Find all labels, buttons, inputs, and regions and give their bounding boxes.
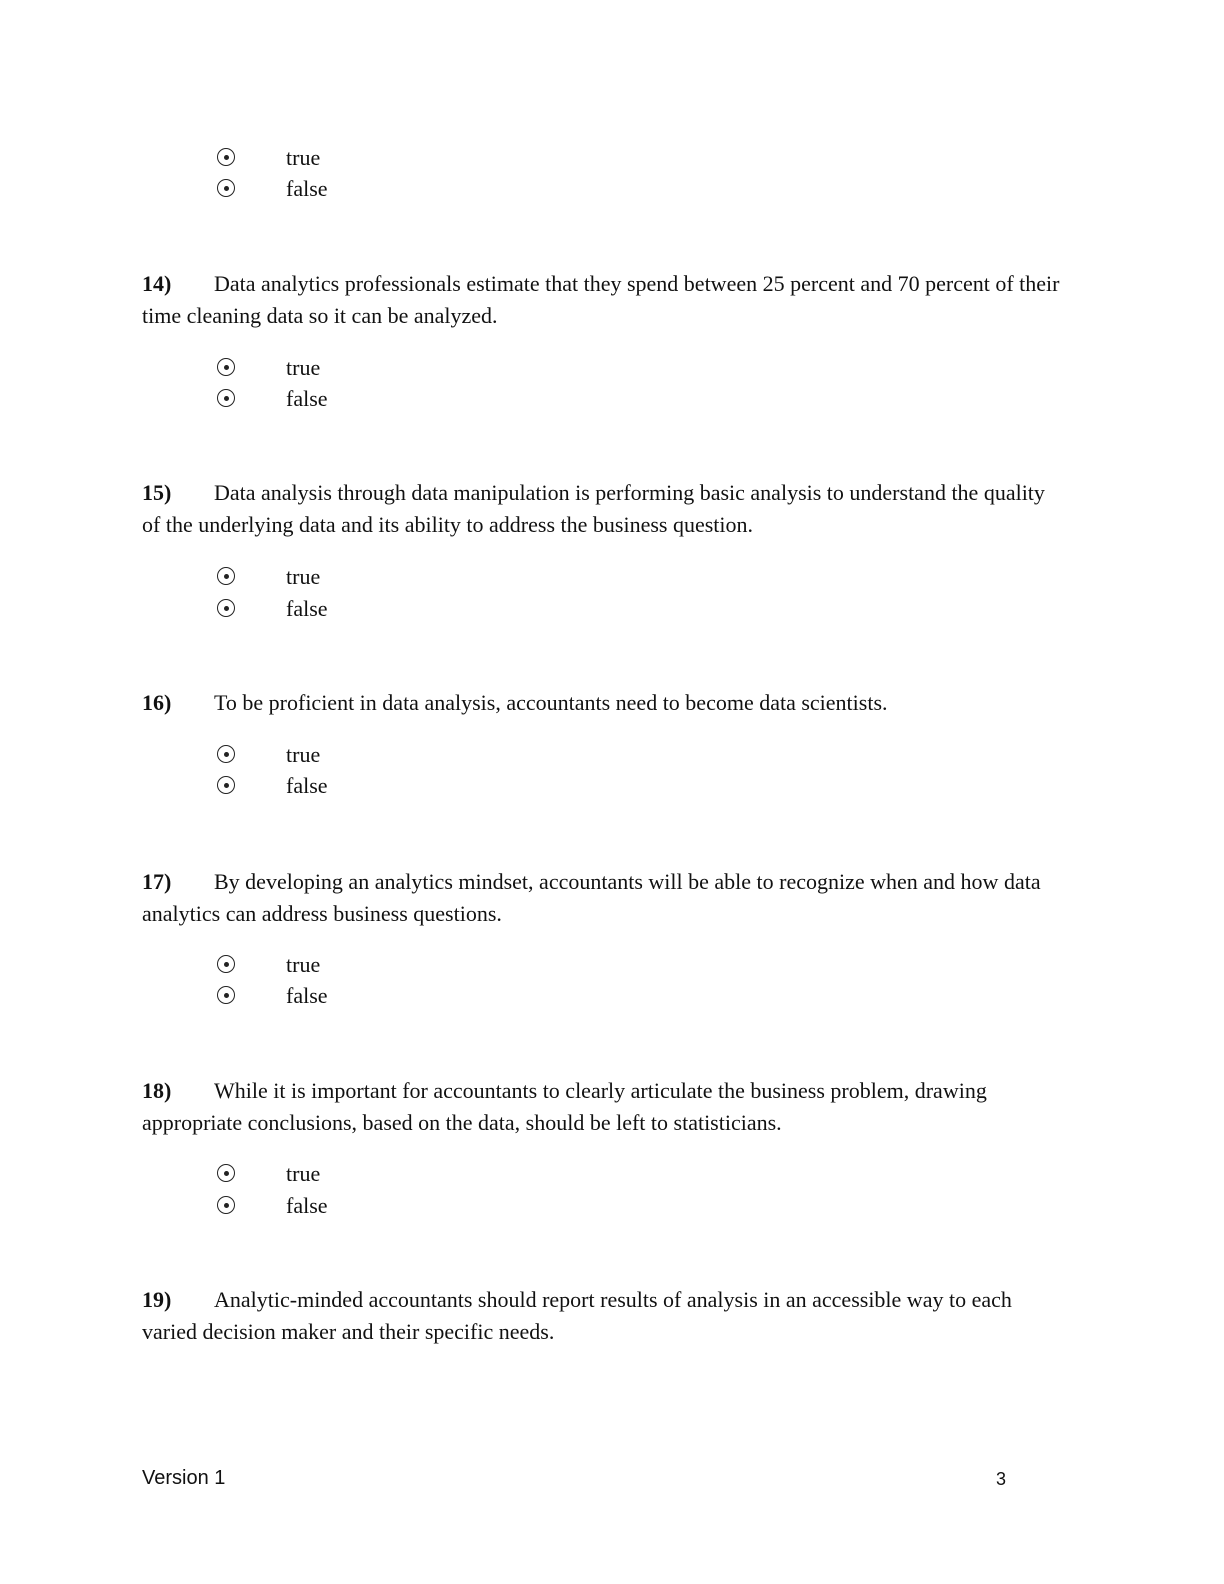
radio-icon[interactable] [217, 599, 235, 617]
radio-icon[interactable] [217, 179, 235, 197]
question-19 [142, 1284, 1067, 1348]
radio-icon[interactable] [217, 389, 235, 407]
question-text: Data analytics professionals estimate that they spend between 25 percent and 70 percent of their time cleaning data so it can be analyzed. [142, 271, 1060, 328]
option-label: true [286, 564, 321, 589]
radio-icon[interactable] [217, 148, 235, 166]
radio-icon[interactable] [217, 776, 235, 794]
question-14 [142, 268, 1067, 332]
radio-icon[interactable] [217, 986, 235, 1004]
radio-icon[interactable] [217, 955, 235, 973]
radio-icon[interactable] [217, 358, 235, 376]
option-label: false [286, 773, 328, 798]
option-label: true [286, 355, 321, 380]
radio-icon[interactable] [217, 1164, 235, 1182]
question-text: Data analysis through data manipulation is performing basic analysis to understand the quality of the underlying data and its ability to address the business question. [142, 480, 1045, 537]
option-label: true [286, 742, 321, 767]
question-text: Analytic-minded accountants should report results of analysis in an accessible way to each varied decision maker and their specific needs. [142, 1287, 1012, 1344]
question-number: 19) [142, 1287, 172, 1312]
footer-version: Version 1 [142, 1467, 226, 1489]
radio-icon[interactable] [217, 745, 235, 763]
page-number: 3 [996, 1469, 1007, 1489]
option-label: false [286, 596, 328, 621]
question-text: To be proficient in data analysis, accountants need to become data scientists. [214, 690, 888, 715]
question-17 [142, 866, 1067, 930]
question-number: 16) [142, 690, 172, 715]
question-16 [142, 687, 1067, 719]
option-label: false [286, 983, 328, 1008]
question-text: By developing an analytics mindset, accountants will be able to recognize when and how data analytics can address business questions. [142, 869, 1041, 926]
radio-icon[interactable] [217, 567, 235, 585]
question-18 [142, 1075, 1067, 1139]
option-label: true [286, 1161, 321, 1186]
option-label: true [286, 952, 321, 977]
question-number: 14) [142, 271, 172, 296]
option-label: false [286, 1193, 328, 1218]
question-15 [142, 477, 1067, 541]
option-label: false [286, 176, 328, 201]
option-label: false [286, 386, 328, 411]
question-number: 18) [142, 1078, 172, 1103]
question-number: 15) [142, 480, 172, 505]
radio-icon[interactable] [217, 1196, 235, 1214]
question-text: While it is important for accountants to clearly articulate the business problem, drawing appropriate conclusions, based on the data, should be left to statisticians. [142, 1078, 987, 1135]
question-number: 17) [142, 869, 172, 894]
option-label: true [286, 145, 321, 170]
